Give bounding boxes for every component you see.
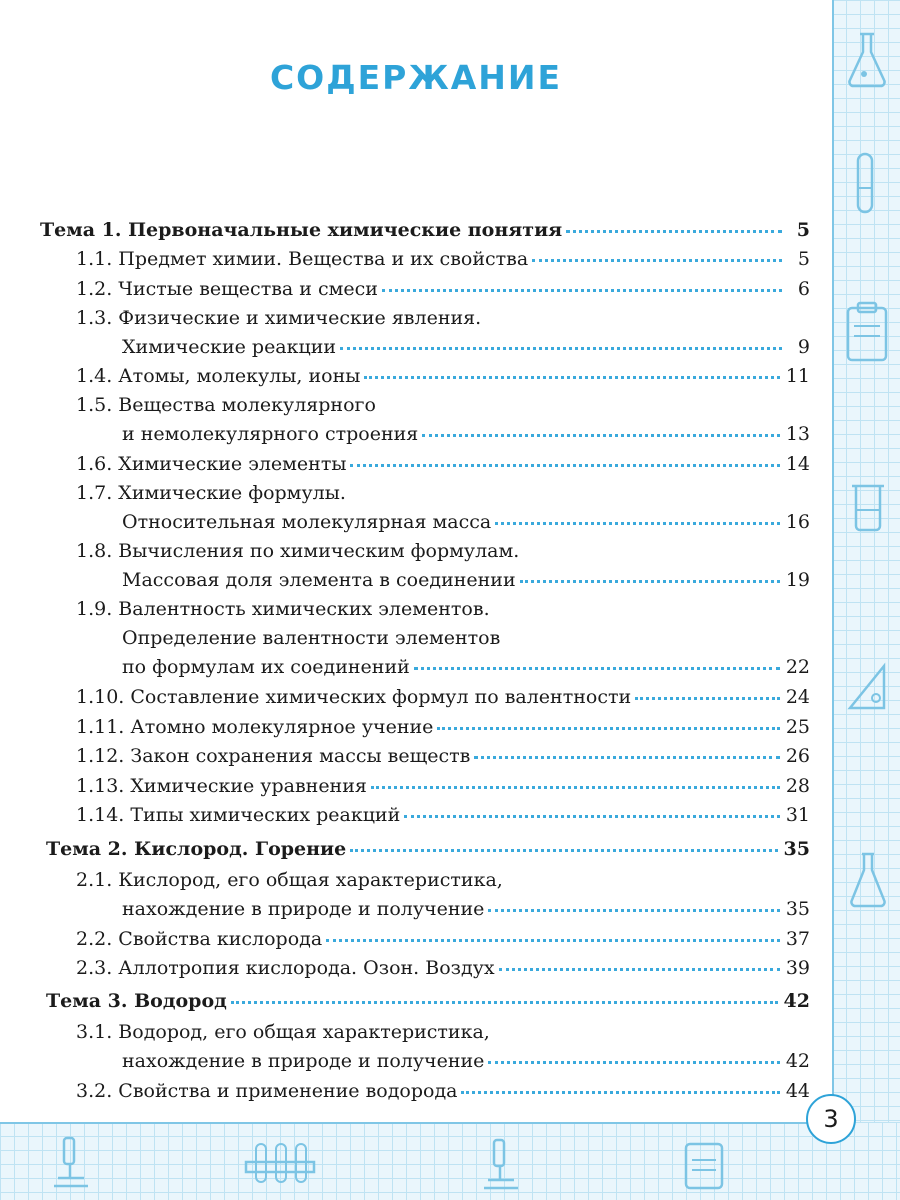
toc-entry-text: по формулам их соединений	[122, 656, 410, 678]
toc-topic-1[interactable]	[40, 219, 810, 241]
toc-page-number: 37	[785, 928, 810, 950]
toc-page-number: 22	[785, 656, 810, 678]
clipboard-doodle-icon	[842, 300, 892, 366]
dot-leader	[414, 667, 780, 670]
dot-leader	[326, 939, 780, 942]
toc-entry-text: 1.13. Химические уравнения	[76, 775, 367, 797]
toc-entry-text: Тема 2. Кислород. Горение	[46, 838, 347, 860]
toc-entry-text: 1.12. Закон сохранения массы веществ	[76, 745, 471, 767]
toc-entry-1-13[interactable]	[76, 775, 810, 797]
dot-leader	[382, 289, 782, 292]
toc-entry-text: 1.14. Типы химических реакций	[76, 804, 401, 826]
beaker-doodle-icon	[846, 480, 890, 536]
toc-entry-text: 1.1. Предмет химии. Вещества и их свойства	[76, 248, 529, 270]
toc-page-number: 9	[797, 336, 810, 358]
toc-page-number: 35	[785, 898, 810, 920]
toc-entry-text: 2.3. Аллотропия кислорода. Озон. Воздух	[76, 957, 495, 979]
toc-entry-text: Химические реакции	[122, 336, 337, 358]
toc-page-number: 5	[797, 248, 810, 270]
toc-entry-1-9-line2[interactable]: Определение валентности элементов	[122, 627, 501, 649]
toc-entry-text: 1.4. Атомы, молекулы, ионы	[76, 365, 361, 387]
toc-page-number: 39	[785, 957, 810, 979]
dot-leader	[495, 522, 780, 525]
toc-page-number: 42	[783, 990, 810, 1012]
toc-page-number: 16	[785, 511, 810, 533]
toc-entry-text: нахождение в природе и получение	[122, 1050, 485, 1072]
page-number-badge: 3	[806, 1094, 856, 1144]
toc-page-number: 42	[785, 1050, 810, 1072]
test-tube-rack-doodle-icon	[240, 1138, 320, 1188]
toc-page-number: 6	[797, 278, 810, 300]
toc-entry-text: 2.2. Свойства кислорода	[76, 928, 323, 950]
toc-entry-text: Тема 1. Первоначальные химические понятия	[40, 219, 563, 241]
toc-entry-1-12[interactable]	[76, 745, 810, 767]
toc-page-number: 31	[785, 804, 810, 826]
toc-entry-text: 1.2. Чистые вещества и смеси	[76, 278, 378, 300]
dot-leader	[488, 909, 779, 912]
toc-entry-2-2[interactable]	[76, 928, 810, 950]
toc-topic-3[interactable]	[46, 990, 810, 1012]
toc-page-number: 24	[785, 686, 810, 708]
toc-entry-1-2[interactable]	[76, 278, 810, 300]
toc-entry-1-10[interactable]	[76, 686, 810, 708]
toc-entry-1-8[interactable]	[122, 569, 810, 591]
dot-leader	[499, 968, 780, 971]
toc-page-number: 28	[785, 775, 810, 797]
toc-page-number: 5	[796, 219, 810, 241]
toc-entry-1-8-line1[interactable]: 1.8. Вычисления по химическим формулам.	[76, 540, 520, 562]
toc-entry-1-9[interactable]	[122, 656, 810, 678]
dot-leader	[520, 580, 780, 583]
toc-page-number: 11	[785, 365, 810, 387]
toc-entry-1-6[interactable]	[76, 453, 810, 475]
microscope-doodle-icon	[40, 1132, 100, 1192]
toc-page-number: 44	[785, 1080, 810, 1102]
dot-leader	[350, 464, 779, 467]
toc-entry-1-3[interactable]	[122, 336, 810, 358]
toc-entry-1-7[interactable]	[122, 511, 810, 533]
dot-leader	[437, 727, 779, 730]
dot-leader	[532, 259, 782, 262]
flask-doodle-icon	[842, 30, 892, 90]
toc-entry-text: нахождение в природе и получение	[122, 898, 485, 920]
toc-entry-text: 1.10. Составление химических формул по валентности	[76, 686, 632, 708]
toc-entry-1-1[interactable]	[76, 248, 810, 270]
page-title: СОДЕРЖАНИЕ	[269, 58, 563, 97]
dot-leader	[231, 1001, 778, 1004]
dot-leader	[566, 230, 782, 233]
toc-page-number: 13	[785, 423, 810, 445]
triangle-doodle-icon	[842, 660, 892, 714]
toc-topic-2[interactable]	[46, 838, 810, 860]
flask-doodle-icon-2	[846, 850, 890, 910]
toc-entry-3-2[interactable]	[76, 1080, 810, 1102]
toc-entry-1-14[interactable]	[76, 804, 810, 826]
toc-entry-text: и немолекулярного строения	[122, 423, 419, 445]
toc-entry-text: 1.6. Химические элементы	[76, 453, 347, 475]
dot-leader	[350, 849, 777, 852]
toc-page-number: 25	[785, 716, 810, 738]
dot-leader	[364, 376, 779, 379]
toc-entry-1-5-line1[interactable]: 1.5. Вещества молекулярного	[76, 394, 376, 416]
toc-entry-1-9-line1[interactable]: 1.9. Валентность химических элементов.	[76, 598, 490, 620]
toc-page-number: 26	[785, 745, 810, 767]
toc-entry-2-3[interactable]	[76, 957, 810, 979]
toc-entry-1-3-line1[interactable]: 1.3. Физические и химические явления.	[76, 307, 482, 329]
decorative-frame-bottom	[0, 1122, 900, 1200]
dot-leader	[340, 347, 782, 350]
toc-entry-1-7-line1[interactable]: 1.7. Химические формулы.	[76, 482, 346, 504]
toc-page-number: 35	[783, 838, 810, 860]
dot-leader	[461, 1091, 779, 1094]
dot-leader	[422, 434, 780, 437]
toc-entry-1-4[interactable]	[76, 365, 810, 387]
toc-entry-1-5[interactable]	[122, 423, 810, 445]
microscope-doodle-icon-2	[470, 1134, 530, 1194]
toc-entry-3-1-line1[interactable]: 3.1. Водород, его общая характеристика,	[76, 1021, 490, 1043]
toc-page-number: 19	[785, 569, 810, 591]
toc-entry-text: 3.2. Свойства и применение водорода	[76, 1080, 458, 1102]
clipboard-doodle-icon-2	[680, 1136, 728, 1192]
dot-leader	[371, 786, 780, 789]
toc-page-number: 14	[785, 453, 810, 475]
dot-leader	[474, 756, 779, 759]
toc-entry-2-1-line1[interactable]: 2.1. Кислород, его общая характеристика,	[76, 869, 503, 891]
toc-entry-1-11[interactable]	[76, 716, 810, 738]
dot-leader	[404, 815, 780, 818]
dot-leader	[635, 697, 780, 700]
test-tube-doodle-icon	[846, 150, 886, 220]
dot-leader	[488, 1061, 779, 1064]
toc-entry-2-1[interactable]	[122, 898, 810, 920]
toc-entry-text: 1.11. Атомно молекулярное учение	[76, 716, 434, 738]
toc-entry-text: Массовая доля элемента в соединении	[122, 569, 516, 591]
toc-entry-text: Относительная молекулярная масса	[122, 511, 492, 533]
toc-entry-3-1[interactable]	[122, 1050, 810, 1072]
toc-entry-text: Тема 3. Водород	[46, 990, 227, 1012]
